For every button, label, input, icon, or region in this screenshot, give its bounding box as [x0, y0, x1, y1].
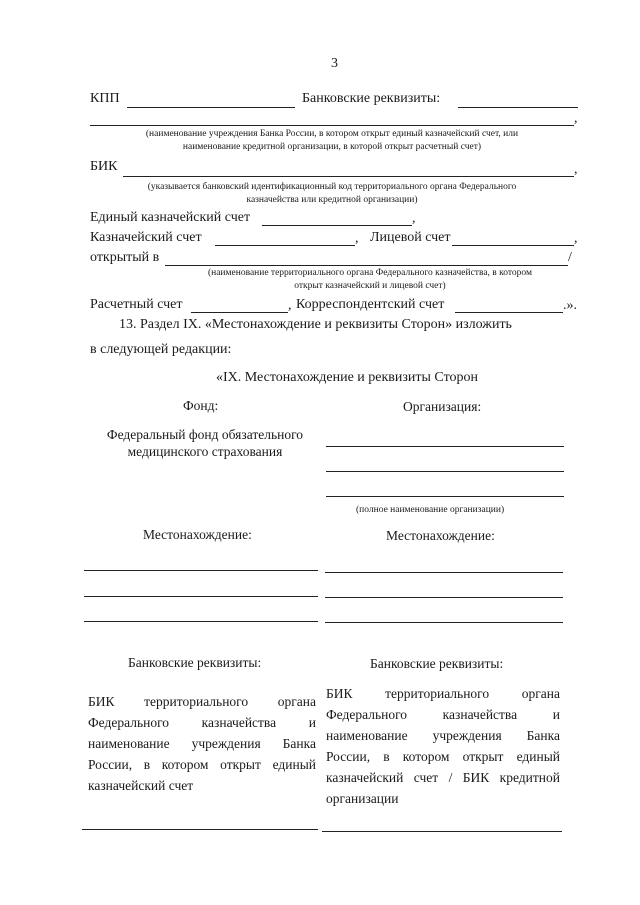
comma: , [574, 231, 578, 246]
fund-bank-details-text: БИК территориального органа Федерального казначейства и наименование учреждения Банка России, в котором открыт единый казначейский счет [88, 694, 316, 793]
organization-name-note: (полное наименование организации) [356, 505, 505, 515]
organization-location-line-2 [325, 597, 563, 598]
personal-account-line [452, 245, 574, 246]
comma: , [574, 111, 578, 126]
bank-name-field-line [90, 125, 574, 126]
comma: , [355, 231, 359, 246]
settlement-account-line [191, 312, 288, 313]
organization-location-line-3 [325, 622, 563, 623]
fund-bank-details-label: Банковские реквизиты: [128, 655, 262, 670]
kpp-label: КПП [90, 91, 120, 106]
bank-name-note: (наименование учреждения Банка России, в котором открыт единый казначейский счет, или наименование кредитной организации, в которой открыт расчетный счет) [145, 129, 519, 152]
opened-in-line [165, 265, 568, 266]
comma: , [288, 298, 292, 313]
treasury-account-line [215, 245, 355, 246]
fund-bank-details-line [82, 829, 318, 830]
organization-bank-details-text: БИК территориального органа Федерального казначейства и наименование учреждения Банка России, в котором открыт единый казначейский счет / БИК кредитной организации [326, 686, 560, 806]
section-title: «IX. Местонахождение и реквизиты Сторон [216, 370, 479, 385]
personal-account-label: Лицевой счет [370, 230, 451, 245]
kpp-field-line [127, 107, 295, 108]
clause-13-line1: 13. Раздел IX. «Местонахождение и реквизиты Сторон» изложить [119, 317, 512, 332]
fund-location-line-3 [84, 621, 318, 622]
bank-details-field-line [458, 107, 578, 108]
bik-label: БИК [90, 159, 118, 174]
bik-note: (указывается банковский идентификационный код территориального органа Федерального казначейства или кредитной организации) [147, 182, 517, 205]
organization-bank-details-line [322, 831, 562, 832]
correspondent-account-line [455, 312, 563, 313]
bik-field-line [123, 176, 574, 177]
comma: , [412, 211, 416, 226]
organization-bank-details-label: Банковские реквизиты: [370, 656, 504, 671]
slash: / [568, 250, 572, 265]
correspondent-account-label: Корреспондентский счет [296, 297, 445, 312]
unified-treasury-account-line [262, 225, 412, 226]
organization-name-line-2 [326, 471, 564, 472]
opened-in-note: (наименование территориального органа Федерального казначейства, в котором открыт казначейский и лицевой счет) [207, 268, 533, 291]
organization-location-label: Местонахождение: [386, 528, 495, 543]
fund-location-line-2 [84, 596, 318, 597]
fund-location-line-1 [84, 570, 318, 571]
organization-heading: Организация: [403, 399, 482, 414]
fund-heading: Фонд: [183, 398, 219, 413]
treasury-account-label: Казначейский счет [90, 230, 202, 245]
organization-name-line-1 [326, 446, 564, 447]
fund-name: Федеральный фонд обязательного медицинского страхования [106, 427, 304, 459]
settlement-account-label: Расчетный счет [90, 297, 183, 312]
end-mark: .». [563, 298, 577, 313]
fund-location-label: Местонахождение: [143, 527, 252, 542]
page-number: 3 [331, 56, 338, 71]
unified-treasury-account-label: Единый казначейский счет [90, 210, 251, 225]
organization-name-line-3 [326, 496, 564, 497]
bank-details-label: Банковские реквизиты: [302, 91, 441, 106]
organization-location-line-1 [325, 572, 563, 573]
clause-13-line2: в следующей редакции: [90, 342, 232, 357]
comma: , [574, 162, 578, 177]
opened-in-label: открытый в [90, 250, 160, 265]
